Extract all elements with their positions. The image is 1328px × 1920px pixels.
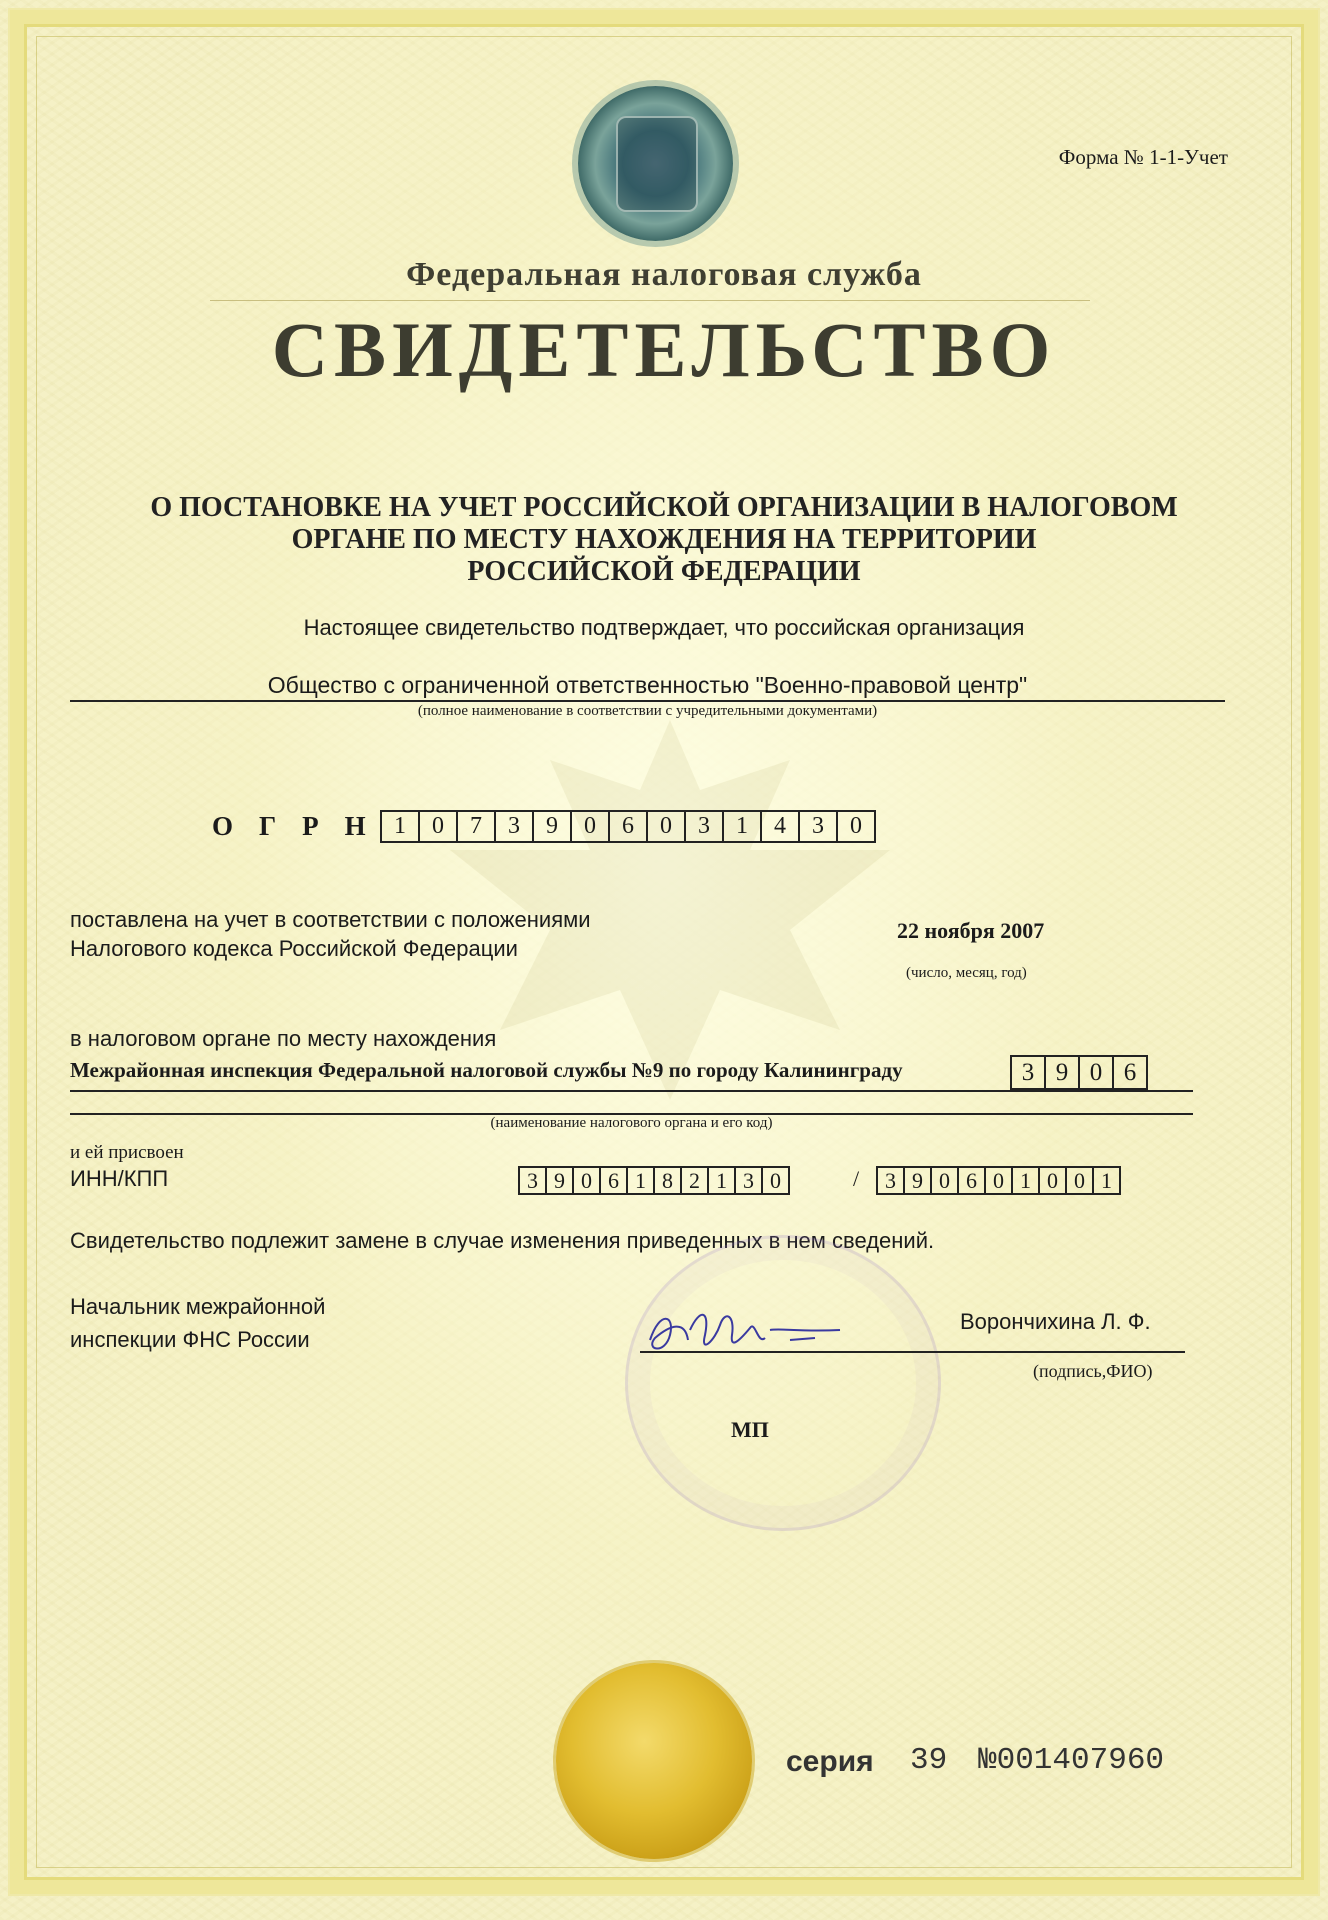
digit-cell: 0 bbox=[1038, 1166, 1067, 1195]
digit-cell: 3 bbox=[1010, 1055, 1046, 1090]
date-caption: (число, месяц, год) bbox=[906, 965, 1027, 981]
authority-code bbox=[1012, 1055, 1148, 1090]
digit-cell: 6 bbox=[608, 810, 648, 843]
digit-cell: 6 bbox=[1112, 1055, 1148, 1090]
digit-cell: 1 bbox=[707, 1166, 736, 1195]
digit-cell: 0 bbox=[930, 1166, 959, 1195]
subtitle-line: РОССИЙСКОЙ ФЕДЕРАЦИИ bbox=[467, 556, 861, 587]
digit-cell: 1 bbox=[1092, 1166, 1121, 1195]
series-label: серия bbox=[786, 1745, 874, 1778]
digit-cell: 9 bbox=[545, 1166, 574, 1195]
digit-cell: 8 bbox=[653, 1166, 682, 1195]
handwritten-signature bbox=[640, 1300, 870, 1370]
registration-date: 22 ноября 2007 bbox=[897, 918, 1045, 943]
digit-cell: 1 bbox=[1011, 1166, 1040, 1195]
ogrn-number bbox=[382, 810, 876, 843]
hologram-emblem bbox=[578, 86, 733, 241]
digit-cell: 9 bbox=[903, 1166, 932, 1195]
replacement-note: Свидетельство подлежит замене в случае изменения приведенных в нем сведений. bbox=[70, 1228, 935, 1253]
digit-cell: 3 bbox=[494, 810, 534, 843]
digit-cell: 3 bbox=[684, 810, 724, 843]
digit-cell: 0 bbox=[984, 1166, 1013, 1195]
digit-cell: 3 bbox=[734, 1166, 763, 1195]
round-stamp bbox=[625, 1235, 941, 1531]
gold-seal-sticker bbox=[556, 1663, 752, 1859]
subtitle-line: ОРГАНЕ ПО МЕСТУ НАХОЖДЕНИЯ НА ТЕРРИТОРИИ bbox=[291, 524, 1037, 555]
signer-position bbox=[70, 1290, 325, 1356]
signer-name: Ворончихина Л. Ф. bbox=[960, 1309, 1151, 1334]
registered-text bbox=[70, 905, 591, 963]
title-divider bbox=[210, 300, 1090, 301]
digit-cell: 1 bbox=[626, 1166, 655, 1195]
inn-kpp-label: ИНН/КПП bbox=[70, 1166, 169, 1191]
seal-mark: МП bbox=[731, 1417, 769, 1442]
series-value: 39 bbox=[910, 1743, 948, 1778]
inn-number bbox=[520, 1166, 790, 1195]
digit-cell: 0 bbox=[646, 810, 686, 843]
digit-cell: 0 bbox=[1078, 1055, 1114, 1090]
digit-cell: 1 bbox=[380, 810, 420, 843]
digit-cell: 0 bbox=[1065, 1166, 1094, 1195]
digit-cell: 9 bbox=[532, 810, 572, 843]
position-line: Начальник межрайонной bbox=[70, 1294, 326, 1319]
authority-name: Межрайонная инспекция Федеральной налоговой службы №9 по городу Калининграду bbox=[70, 1058, 903, 1082]
digit-cell: 3 bbox=[518, 1166, 547, 1195]
digit-cell: 9 bbox=[1044, 1055, 1080, 1090]
form-number: Форма № 1-1-Учет bbox=[1058, 145, 1228, 169]
inn-kpp-separator: / bbox=[853, 1166, 860, 1191]
authority-caption: (наименование налогового органа и его код) bbox=[490, 1115, 773, 1131]
subtitle-line: О ПОСТАНОВКЕ НА УЧЕТ РОССИЙСКОЙ ОРГАНИЗАЦИИ В НАЛОГОВОМ bbox=[150, 492, 1178, 523]
digit-cell: 0 bbox=[418, 810, 458, 843]
certificate-number: №001407960 bbox=[978, 1743, 1165, 1778]
signature-line bbox=[640, 1351, 1185, 1353]
digit-cell: 0 bbox=[761, 1166, 790, 1195]
authority-lead: в налоговом органе по месту нахождения bbox=[70, 1026, 497, 1051]
digit-cell: 6 bbox=[599, 1166, 628, 1195]
digit-cell: 7 bbox=[456, 810, 496, 843]
digit-cell: 3 bbox=[876, 1166, 905, 1195]
kpp-number bbox=[878, 1166, 1121, 1195]
assigned-text: и ей присвоен bbox=[70, 1142, 184, 1163]
organization-caption: (полное наименование в соответствии с учредительными документами) bbox=[417, 703, 878, 719]
service-name: Федеральная налоговая служба bbox=[406, 256, 922, 293]
digit-cell: 4 bbox=[760, 810, 800, 843]
digit-cell: 0 bbox=[570, 810, 610, 843]
registered-line: поставлена на учет в соответствии с положениями bbox=[70, 907, 591, 932]
digit-cell: 2 bbox=[680, 1166, 709, 1195]
registered-line: Налогового кодекса Российской Федерации bbox=[70, 936, 518, 961]
digit-cell: 1 bbox=[722, 810, 762, 843]
digit-cell: 3 bbox=[798, 810, 838, 843]
confirms-text: Настоящее свидетельство подтверждает, что российская организация bbox=[303, 615, 1025, 640]
authority-underline bbox=[70, 1090, 1193, 1092]
ogrn-label: ОГРН bbox=[212, 811, 392, 841]
document-title: СВИДЕТЕЛЬСТВО bbox=[271, 306, 1057, 393]
position-line: инспекции ФНС России bbox=[70, 1327, 310, 1352]
organization-underline bbox=[70, 700, 1225, 702]
coat-of-arms-icon bbox=[616, 116, 698, 212]
digit-cell: 0 bbox=[836, 810, 876, 843]
signature-caption: (подпись,ФИО) bbox=[1033, 1361, 1153, 1381]
organization-name: Общество с ограниченной ответственностью "Военно-правовой центр" bbox=[267, 672, 1028, 698]
digit-cell: 0 bbox=[572, 1166, 601, 1195]
document-subtitle bbox=[80, 492, 1248, 588]
digit-cell: 6 bbox=[957, 1166, 986, 1195]
